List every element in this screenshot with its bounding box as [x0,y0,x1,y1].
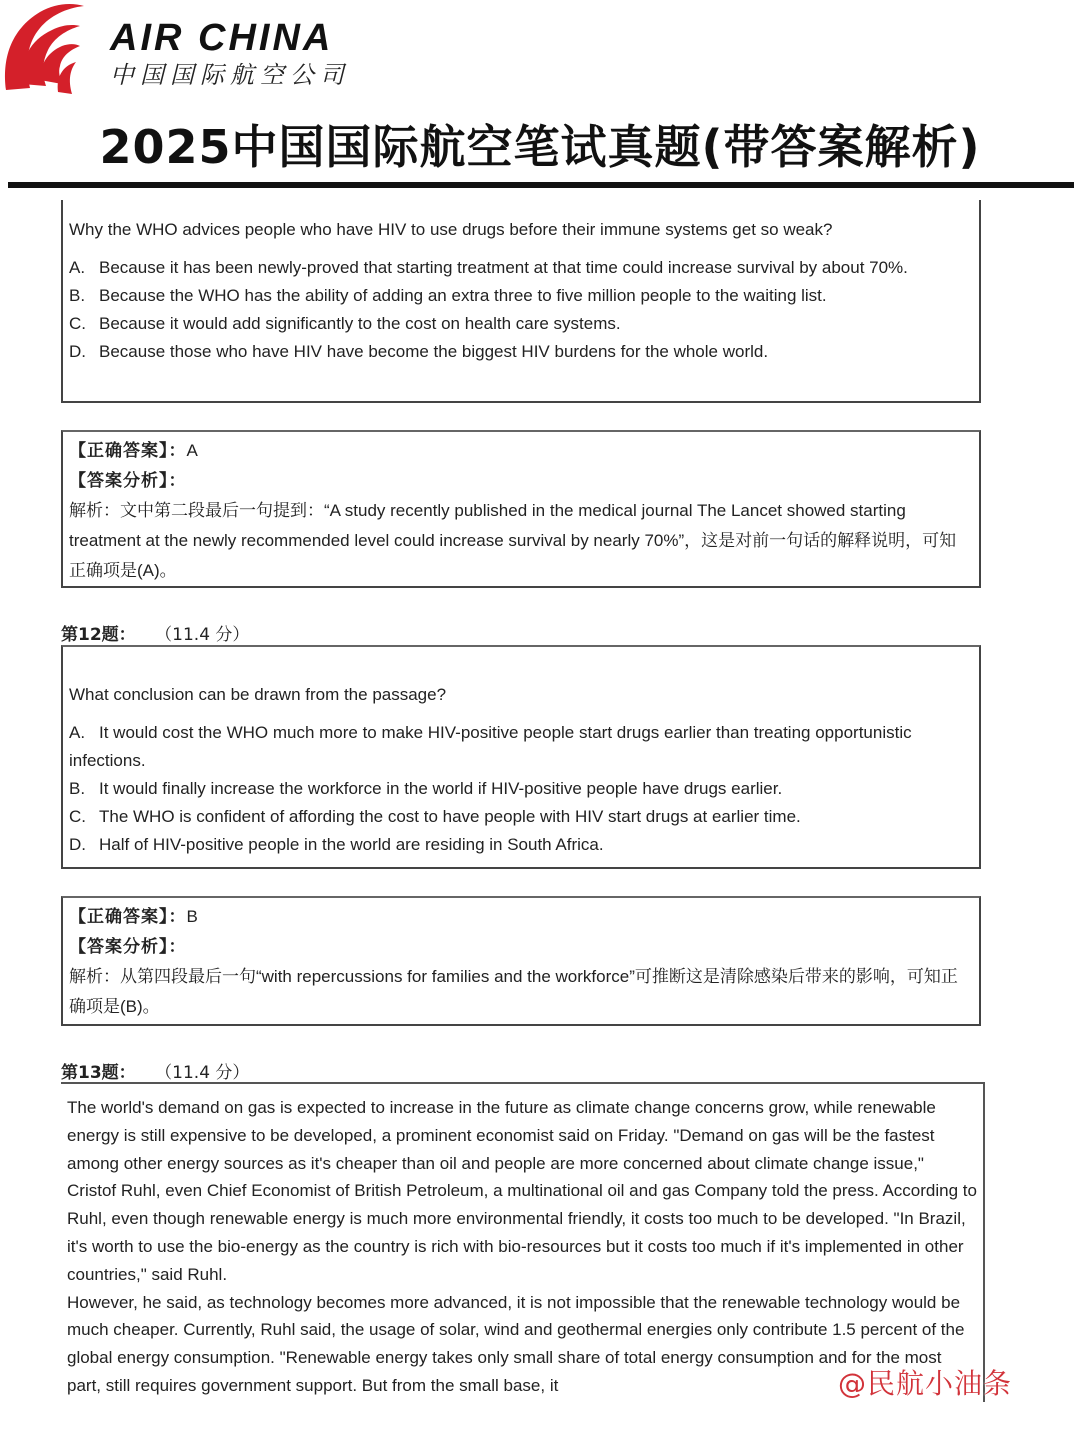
q11-answer: 【正确答案】：A [69,441,198,461]
q12-question-text: What conclusion can be drawn from the passage? [69,685,447,704]
q11-option-a: A. Because it has been newly-proved that starting treatment at that time could increase survival by about 70%. [69,258,908,277]
q13-passage [61,1082,985,1402]
q11-analysis-label: 【答案分析】： [69,471,187,491]
q13-paragraph-1: The world's demand on gas is expected to increase in the future as climate change concerns grow, while renewable energy is still expensive to be developed, a prominent economist said on Friday. "Demand on gas will be the fastest among other energy sources as it's cheaper than oil and people are more concerned about climate change issue," Cristof Ruhl, even Chief Economist of British Petroleum, a multinational oil and gas Company told the press. According to Ruhl, even though renewable energy is much more environmental friendly, it costs too much to be developed. "In Brazil, it's worth to use the bio-energy as the country is rich with bio-resources but it costs too much if it's implemented in other countries," said Ruhl. [67,1098,977,1284]
page-header [0,0,1080,190]
q12-answer-box [61,896,981,1026]
q12-analysis-label: 【答案分析】： [69,937,187,957]
q12-option-d: D. Half of HIV-positive people in the world are residing in South Africa. [69,835,604,854]
q12-question-box [61,645,981,869]
q12-option-c: C. The WHO is confident of affording the cost to have people with HIV start drugs at earlier time. [69,807,801,826]
header-divider [8,182,1074,188]
q11-analysis-text: 解析：文中第二段最后一句提到：“A study recently published in the medical journal The Lancet showed starting treatment at the newly recommended level could increase survival by nearly 70%”，这是对前一句话的解释说明，可知正确项是(A)。 [69,501,957,580]
page-title: 2025中国国际航空笔试真题(带答案解析) [99,120,981,174]
brand-name-cn: 中国国际航空公司 [110,61,350,89]
q11-option-c: C. Because it would add significantly to the cost on health care systems. [69,314,621,333]
q11-question-text: Why the WHO advices people who have HIV to use drugs before their immune systems get so weak? [69,220,833,239]
q11-option-d: D. Because those who have HIV have become the biggest HIV burdens for the whole world. [69,342,769,361]
q11-question-box [61,200,981,403]
brand-name-en: AIR CHINA [110,17,334,59]
q11-option-b: B. Because the WHO has the ability of adding an extra three to five million people to the waiting list. [69,286,827,305]
q12-heading: 第12题： （11.4 分） [61,625,250,645]
q13-paragraph-2: However, he said, as technology becomes more advanced, it is not impossible that the renewable technology would be much cheaper. Currently, Ruhl said, the usage of solar, wind and geothermal energies only contribute 1.5 percent of the global energy consumption. "Renewable energy takes only small share of total energy consumption and for the most part, still requires government support. But from the small base, it [67,1292,965,1395]
air-china-phoenix-logo-icon [0,0,90,100]
brand-block [110,16,350,90]
q12-option-a: A. It would cost the WHO much more to make HIV-positive people start drugs earlier than treating opportunistic infections. [69,723,912,770]
q11-answer-box [61,430,981,588]
watermark: @民航小油条 [838,1367,1013,1400]
q12-option-b: B. It would finally increase the workforce in the world if HIV-positive people have drugs earlier. [69,779,783,798]
q12-answer: 【正确答案】：B [69,907,198,927]
q13-heading: 第13题： （11.4 分） [61,1063,250,1083]
q12-analysis-text: 解析：从第四段最后一句“with repercussions for families and the workforce”可推断这是清除感染后带来的影响，可知正确项是(B)。 [69,967,958,1016]
